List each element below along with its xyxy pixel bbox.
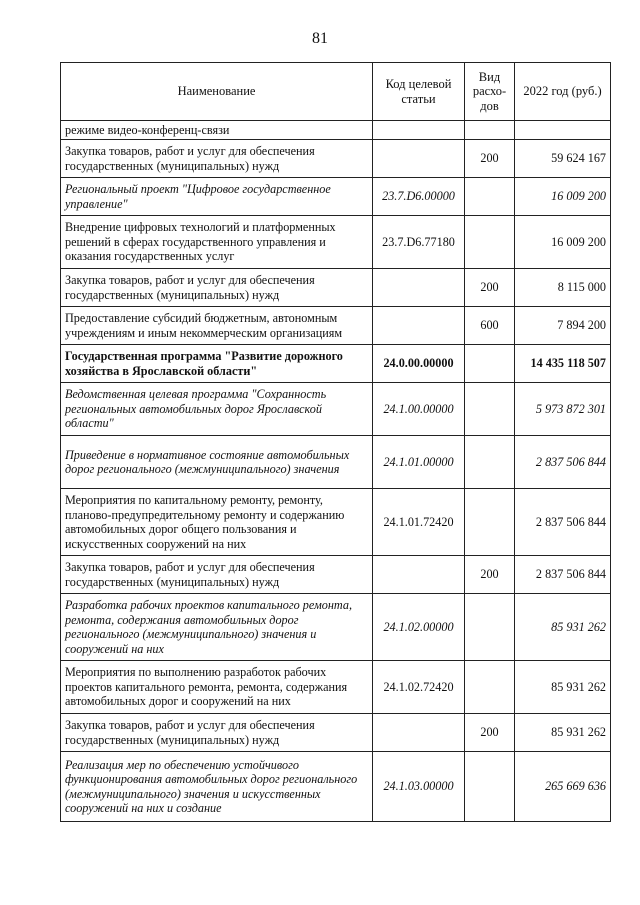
table-row	[61, 661, 611, 714]
row-kind	[465, 216, 515, 269]
row-code: 24.1.00.00000	[373, 383, 465, 436]
table-row	[61, 556, 611, 594]
row-amount: 85 931 262	[515, 661, 611, 714]
header-name: Наименование	[61, 63, 373, 121]
row-name: режиме видео-конференц-связи	[61, 121, 373, 140]
row-name: Приведение в нормативное состояние автомобильных дорог регионального (межмуниципального) значения	[61, 436, 373, 489]
row-kind: 200	[465, 140, 515, 178]
row-name: Разработка рабочих проектов капитального ремонта, ремонта, содержания автомобильных дорог регионального (межмуниципального) значения и сооружений на них	[61, 594, 373, 661]
row-name: Закупка товаров, работ и услуг для обеспечения государственных (муниципальных) нужд	[61, 269, 373, 307]
row-amount: 14 435 118 507	[515, 345, 611, 383]
row-amount: 16 009 200	[515, 216, 611, 269]
row-amount	[515, 121, 611, 140]
table-row	[61, 489, 611, 556]
row-amount: 265 669 636	[515, 752, 611, 822]
row-name: Закупка товаров, работ и услуг для обеспечения государственных (муниципальных) нужд	[61, 140, 373, 178]
table-row	[61, 178, 611, 216]
row-kind: 600	[465, 307, 515, 345]
table-row	[61, 121, 611, 140]
row-kind	[465, 489, 515, 556]
table-row	[61, 307, 611, 345]
row-name: Мероприятия по выполнению разработок рабочих проектов капитального ремонта, ремонта, содержания автомобильных дорог и сооружений на них	[61, 661, 373, 714]
row-amount: 16 009 200	[515, 178, 611, 216]
row-amount: 7 894 200	[515, 307, 611, 345]
row-kind	[465, 345, 515, 383]
table-body	[61, 121, 611, 822]
header-kind: Вид расхо-дов	[465, 63, 515, 121]
row-code	[373, 307, 465, 345]
budget-table	[60, 62, 611, 822]
row-kind	[465, 436, 515, 489]
table-row	[61, 383, 611, 436]
row-amount: 59 624 167	[515, 140, 611, 178]
row-kind	[465, 752, 515, 822]
table-row	[61, 269, 611, 307]
table-row	[61, 216, 611, 269]
table-row	[61, 714, 611, 752]
row-name: Мероприятия по капитальному ремонту, ремонту, планово-предупредительному ремонту и содержанию автомобильных дорог общего пользования и искусственных сооружений на них	[61, 489, 373, 556]
row-kind: 200	[465, 714, 515, 752]
row-amount: 85 931 262	[515, 594, 611, 661]
header-amount: 2022 год (руб.)	[515, 63, 611, 121]
table-row	[61, 345, 611, 383]
row-code: 24.1.01.00000	[373, 436, 465, 489]
row-code	[373, 556, 465, 594]
table-row	[61, 436, 611, 489]
row-code: 24.1.03.00000	[373, 752, 465, 822]
table-row	[61, 140, 611, 178]
page-number: 81	[312, 30, 328, 47]
row-name: Государственная программа "Развитие дорожного хозяйства в Ярославской области"	[61, 345, 373, 383]
row-amount: 2 837 506 844	[515, 489, 611, 556]
row-kind	[465, 178, 515, 216]
row-name: Ведомственная целевая программа "Сохранность региональных автомобильных дорог Ярославской области"	[61, 383, 373, 436]
row-code: 24.1.01.72420	[373, 489, 465, 556]
row-code	[373, 121, 465, 140]
table-row	[61, 752, 611, 822]
row-kind	[465, 661, 515, 714]
row-kind	[465, 121, 515, 140]
row-name: Закупка товаров, работ и услуг для обеспечения государственных (муниципальных) нужд	[61, 556, 373, 594]
row-code: 23.7.D6.77180	[373, 216, 465, 269]
row-code	[373, 269, 465, 307]
row-name: Закупка товаров, работ и услуг для обеспечения государственных (муниципальных) нужд	[61, 714, 373, 752]
row-name: Региональный проект "Цифровое государственное управление"	[61, 178, 373, 216]
row-code: 23.7.D6.00000	[373, 178, 465, 216]
row-amount: 2 837 506 844	[515, 556, 611, 594]
row-code: 24.1.02.00000	[373, 594, 465, 661]
row-name: Предоставление субсидий бюджетным, автономным учреждениям и иным некоммерческим организациям	[61, 307, 373, 345]
row-amount: 8 115 000	[515, 269, 611, 307]
row-code: 24.0.00.00000	[373, 345, 465, 383]
row-kind: 200	[465, 269, 515, 307]
row-kind: 200	[465, 556, 515, 594]
row-kind	[465, 594, 515, 661]
header-code: Код целевой статьи	[373, 63, 465, 121]
row-code: 24.1.02.72420	[373, 661, 465, 714]
row-amount: 85 931 262	[515, 714, 611, 752]
row-amount: 2 837 506 844	[515, 436, 611, 489]
row-code	[373, 714, 465, 752]
row-amount: 5 973 872 301	[515, 383, 611, 436]
row-code	[373, 140, 465, 178]
row-name: Реализация мер по обеспечению устойчивого функционирования автомобильных дорог регионального (межмуниципального) значения и искусственных сооружений на них и создание	[61, 752, 373, 822]
row-kind	[465, 383, 515, 436]
table-header	[61, 63, 611, 121]
row-name: Внедрение цифровых технологий и платформенных решений в сферах государственного управления и оказания государственных услуг	[61, 216, 373, 269]
table-row	[61, 594, 611, 661]
